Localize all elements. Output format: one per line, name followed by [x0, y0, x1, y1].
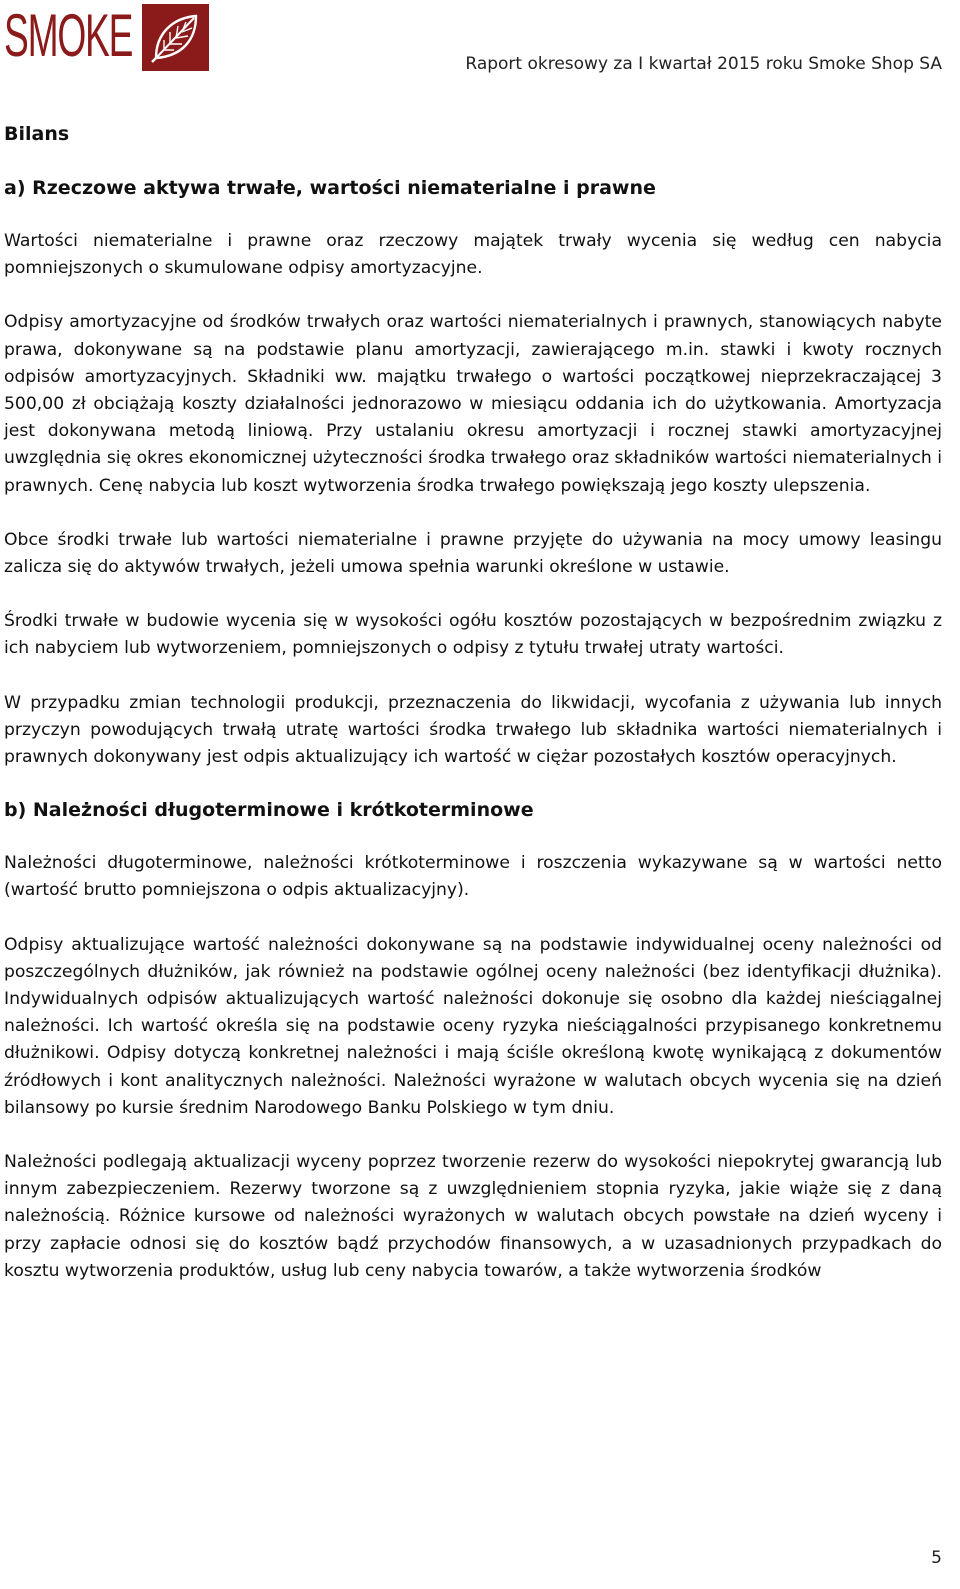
- paragraph: Należności długoterminowe, należności krótkoterminowe i roszczenia wykazywane są w wartości netto (wartość brutto pomniejszona o odpis aktualizacyjny).: [4, 853, 942, 901]
- page-number: 5: [931, 1548, 942, 1568]
- leaf-icon: [142, 4, 209, 71]
- section-title: Bilans: [4, 123, 70, 145]
- subsection-b-title: b) Należności długoterminowe i krótkoterminowe: [4, 799, 534, 822]
- document-body: [4, 122, 942, 1312]
- report-title: Raport okresowy za I kwartał 2015 roku Smoke Shop SA: [465, 54, 942, 74]
- paragraph: Środki trwałe w budowie wycenia się w wysokości ogółu kosztów pozostających w bezpośrednim związku z ich nabyciem lub wytworzeniem, pomniejszonych o odpisy z tytułu trwałej utraty wartości.: [4, 611, 942, 659]
- paragraph: Odpisy amortyzacyjne od środków trwałych oraz wartości niematerialnych i prawnych, stanowiących nabyte prawa, dokonywane są na podstawie planu amortyzacji, zawierającego m.in. stawki i kwoty rocznych odpisów amortyzacyjnych. Składniki ww. majątku trwałego o wartości początkowej nieprzekraczającej 3 500,00 zł obciążają koszty działalności jednorazowo w miesiącu oddania ich do użytkowania. Amortyzacja jest dokonywana metodą liniową. Przy ustalaniu okresu amortyzacji i rocznej stawki amortyzacyjnej uwzględnia się okres ekonomicznej użyteczności środka trwałego oraz składników wartości niematerialnych i prawnych. Cenę nabycia lub koszt wytworzenia środka trwałego powiększają jego koszty ulepszenia.: [4, 312, 942, 496]
- logo-text: SMOKE: [4, 2, 133, 69]
- paragraph: Należności podlegają aktualizacji wyceny poprzez tworzenie rezerw do wysokości niepokrytej gwarancją lub innym zabezpieczeniem. Rezerwy tworzone są z uwzględnieniem stopnia ryzyka, jakie wiąże się z daną należnością. Różnice kursowe od należności wyrażonych w walutach obcych powstałe na dzień wyceny i przy zapłacie odnosi się do kosztów bądź przychodów finansowych, a w uzasadnionych przypadkach do kosztu wytworzenia produktów, usług lub ceny nabycia towarów, a także wytworzenia środków: [4, 1152, 942, 1281]
- subsection-a-title: a) Rzeczowe aktywa trwałe, wartości niematerialne i prawne: [4, 177, 656, 199]
- paragraph: Odpisy aktualizujące wartość należności dokonywane są na podstawie indywidualnej oceny należności od poszczególnych dłużników, jak również na podstawie ogólnej oceny należności (bez identyfikacji dłużnika). Indywidualnych odpisów aktualizujących wartość należności dokonuje się osobno dla każdej nieściągalnej należności. Ich wartość określa się na podstawie oceny ryzyka nieściągalności przypisanego konkretnemu dłużnikowi. Odpisy dotyczą konkretnej należności i mają ściśle określoną kwotę wynikającą z dokumentów źródłowych i kont analitycznych należności. Należności wyrażone w walutach obcych wycenia się na dzień bilansowy po kursie średnim Narodowego Banku Polskiego w tym dniu.: [4, 934, 942, 1118]
- paragraph: Obce środki trwałe lub wartości niematerialne i prawne przyjęte do używania na mocy umowy leasingu zalicza się do aktywów trwałych, jeżeli umowa spełnia warunki określone w ustawie.: [4, 529, 942, 578]
- paragraph: Wartości niematerialne i prawne oraz rzeczowy majątek trwały wycenia się według cen nabycia pomniejszonych o skumulowane odpisy amortyzacyjne.: [4, 231, 942, 279]
- paragraph: W przypadku zmian technologii produkcji, przeznaczenia do likwidacji, wycofania z używania lub innych przyczyn powodujących trwałą utratę wartości środka trwałego lub składnika wartości niematerialnych i prawnych dokonywany jest odpis aktualizujący ich wartość w ciężar pozostałych kosztów operacyjnych.: [4, 692, 942, 768]
- page-header: [0, 0, 960, 80]
